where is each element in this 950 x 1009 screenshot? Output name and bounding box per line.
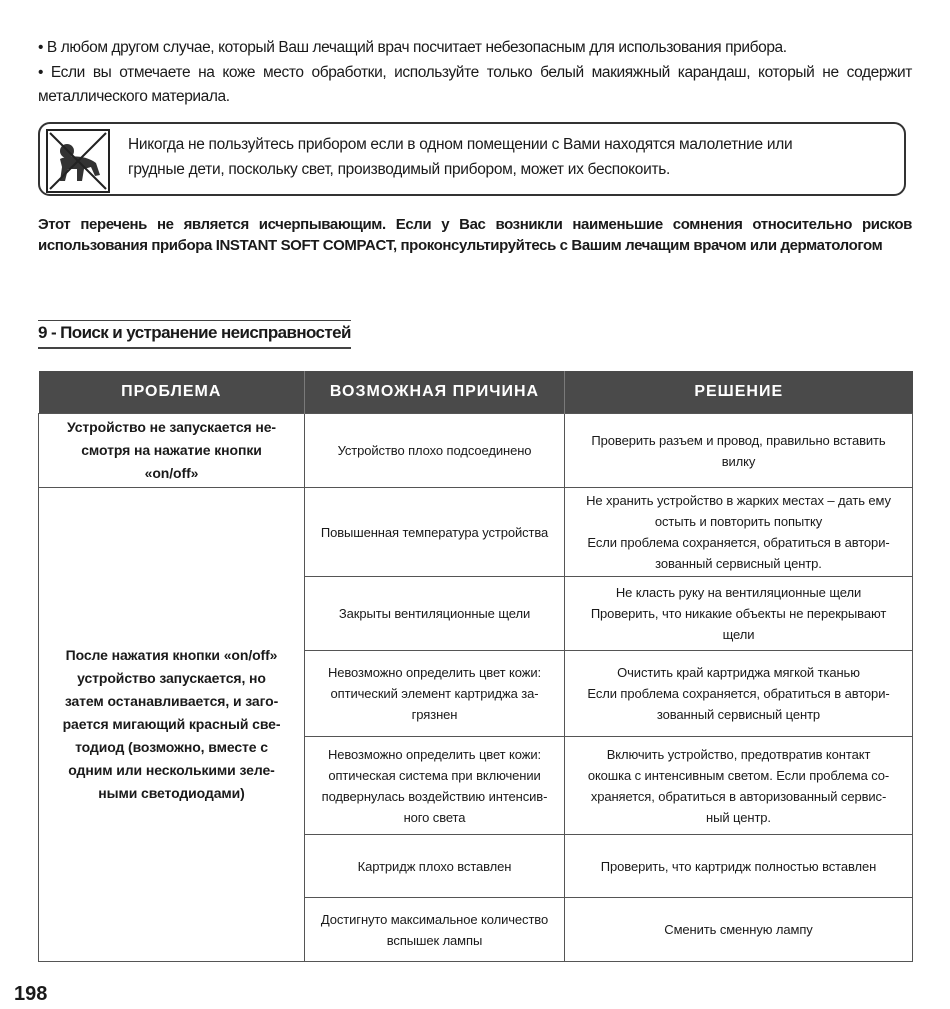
solution-line: Если проблема сохраняется, обратиться в автори-	[587, 535, 890, 550]
header-solution: РЕШЕНИЕ	[565, 371, 913, 414]
problem-line: одним или несколькими зеле-	[68, 762, 275, 778]
cause-line: Невозможно определить цвет кожи:	[327, 665, 542, 680]
solution-line: остыть и повторить попытку	[654, 514, 823, 529]
problem-line: затем останавливается, и заго-	[64, 693, 279, 709]
solution-line: зованный сервисный центр	[656, 707, 821, 722]
bullet-1: • В любом другом случае, который Ваш лечащий врач посчитает небезопасным для использования прибора.	[38, 39, 787, 56]
cause-cell	[305, 835, 565, 898]
problem-line: ными светодиодами)	[98, 785, 245, 801]
solution-cell	[565, 835, 913, 898]
no-children-icon	[46, 129, 110, 193]
cause-cell	[305, 737, 565, 835]
problem-line: тодиод (возможно, вместе с	[75, 739, 268, 755]
solution-line: зованный сервисный центр.	[655, 556, 822, 571]
intro-bullets	[38, 36, 912, 110]
cause-line: оптический элемент картриджа за-	[330, 686, 539, 701]
cause-line: Повышенная температура устройства	[320, 524, 549, 540]
problem-line: устройство запускается, но	[77, 670, 266, 686]
table-row	[39, 488, 913, 577]
cause-line: Закрыты вентиляционные щели	[338, 606, 531, 621]
solution-line: Очистить край картриджа мягкой тканью	[617, 665, 860, 680]
problem-line: рается мигающий красный све-	[62, 716, 281, 732]
cause-cell	[305, 488, 565, 577]
problem-line: После нажатия кнопки «on/off»	[65, 647, 278, 663]
warning-text	[128, 132, 898, 182]
solution-line: храняется, обратиться в авторизованный сервис-	[590, 788, 887, 804]
problem-cell	[39, 414, 305, 488]
solution-line: Не хранить устройство в жарких местах – дать ему	[586, 493, 891, 508]
solution-cell	[565, 577, 913, 651]
solution-line: щели	[722, 627, 755, 642]
solution-line: Не класть руку на вентиляционные щели	[615, 585, 862, 600]
cause-line: Достигнуто максимальное количество	[320, 911, 549, 927]
solution-line: Проверить, что никакие объекты не перекрывают	[590, 606, 887, 621]
page-number: 198	[14, 983, 48, 1005]
solution-cell	[565, 898, 913, 962]
cause-cell	[305, 898, 565, 962]
solution-cell	[565, 737, 913, 835]
solution-cell	[565, 651, 913, 737]
cause-line: грязнен	[411, 707, 458, 722]
cause-line: подвернулась воздействию интенсив-	[321, 788, 548, 804]
disclaimer-note: Этот перечень не является исчерпывающим. Если у Вас возникли наименьшие сомнения относительно рисков использования прибора INSTANT SOFT COMPACT, проконсультируйтесь с Вашим лечащим врачом или дерматологом	[38, 216, 912, 254]
solution-line: окошка с интенсивным светом. Если проблема со-	[587, 767, 890, 783]
warning-line-2: грудные дети, поскольку свет, производимый прибором, может их беспокоить.	[128, 161, 671, 178]
troubleshooting-table	[38, 371, 913, 962]
bullet-2: • Если вы отмечаете на коже место обработки, используйте только белый макияжный карандаш, который не содержит металлического материала.	[38, 63, 912, 105]
solution-line: вилку	[721, 453, 756, 469]
header-problem: ПРОБЛЕМА	[39, 371, 305, 414]
cause-line: ного света	[403, 809, 466, 825]
cause-cell	[305, 577, 565, 651]
header-cause: ВОЗМОЖНАЯ ПРИЧИНА	[305, 371, 565, 414]
solution-line: Проверить разъем и провод, правильно вставить	[591, 432, 886, 448]
warning-box	[38, 122, 906, 196]
cause-cell	[305, 651, 565, 737]
problem-line: Устройство не запускается не-	[67, 419, 276, 435]
problem-line: «on/off»	[144, 465, 199, 481]
solution-line: Включить устройство, предотвратив контакт	[606, 746, 871, 762]
cause-cell	[305, 414, 565, 488]
solution-line: Сменить сменную лампу	[664, 922, 813, 937]
section-title: 9 - Поиск и устранение неисправностей	[38, 323, 351, 349]
cause-line: Устройство плохо подсоединено	[337, 443, 532, 458]
solution-line: ный центр.	[706, 809, 771, 825]
cause-line: вспышек лампы	[386, 932, 483, 948]
table-row	[39, 414, 913, 488]
solution-cell	[565, 414, 913, 488]
solution-line: Если проблема сохраняется, обратиться в автори-	[587, 686, 890, 701]
cause-line: оптическая система при включении	[328, 767, 541, 783]
solution-cell	[565, 488, 913, 577]
cause-line: Невозможно определить цвет кожи:	[327, 746, 542, 762]
warning-line-1: Никогда не пользуйтесь прибором если в одном помещении с Вами находятся малолетние или	[128, 136, 793, 153]
table-header-row	[39, 371, 913, 414]
solution-line: Проверить, что картридж полностью вставлен	[600, 858, 877, 874]
problem-line: смотря на нажатие кнопки	[81, 442, 262, 458]
cause-line: Картридж плохо вставлен	[357, 858, 512, 874]
problem-cell	[39, 488, 305, 962]
